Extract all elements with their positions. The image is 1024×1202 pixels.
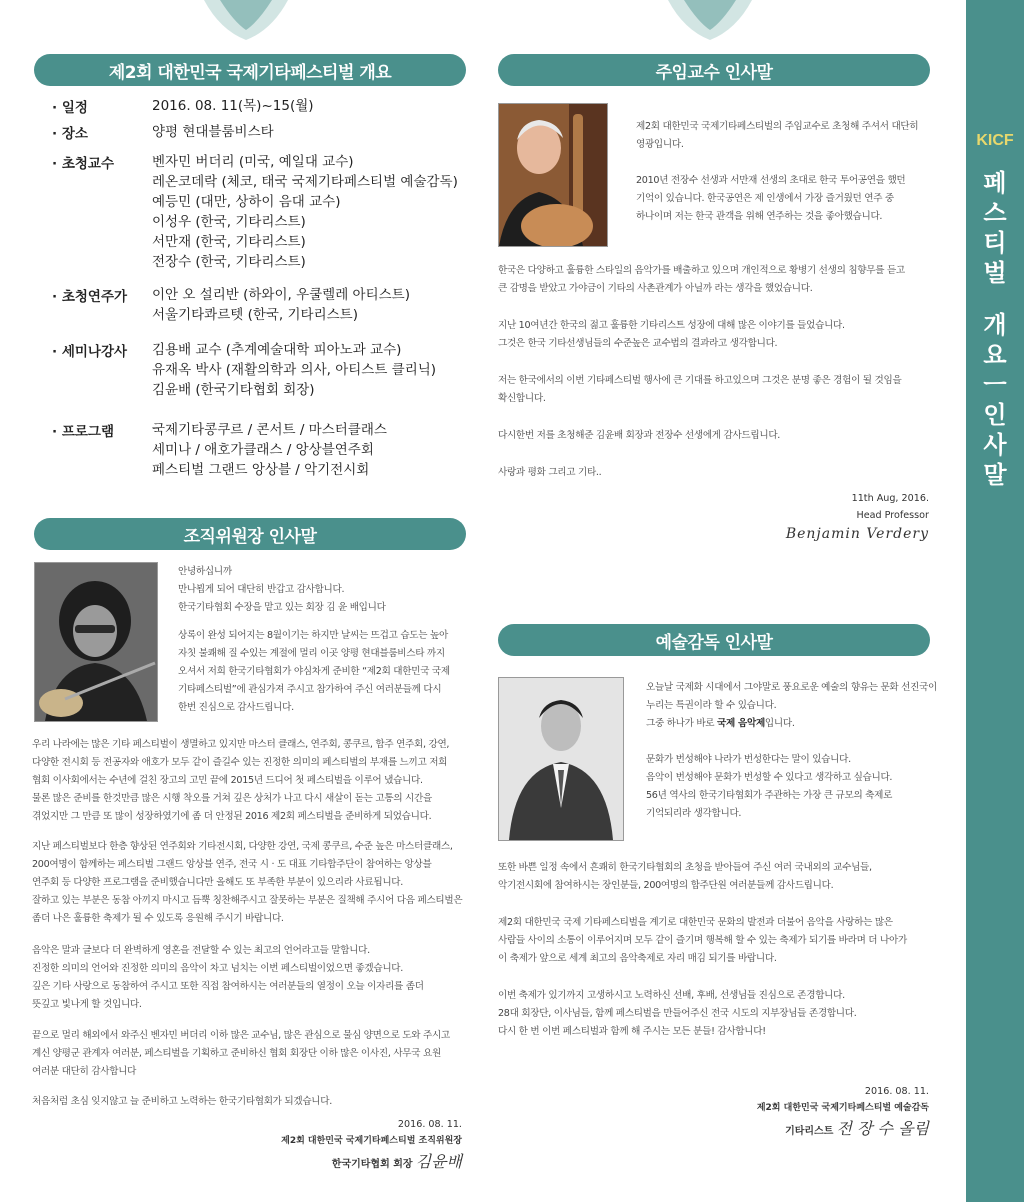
professor-date: 11th Aug, 2016. [851, 493, 929, 504]
overview-value: 페스티벌 그랜드 앙상블 / 악기전시회 [152, 462, 370, 478]
overview-value: 2016. 08. 11(목)~15(월) [152, 98, 314, 114]
highlight-text: 국제 음악제 [717, 718, 765, 729]
text-line: 기타페스티벌”에 관심가져 주시고 참가하여 주신 여러분들께 다시 [178, 684, 442, 695]
professor-signature: Benjamin Verdery [785, 526, 929, 542]
text-line: 저는 한국에서의 이번 기타페스티벌 행사에 큰 기대를 하고있으며 그것은 분명 좋은 경험이 될 것임을 [498, 375, 902, 386]
director-signature-block [757, 1083, 929, 1140]
text-line: 오셔서 저희 한국기타협회가 야심차게 준비한 “제2회 대한민국 국제 [178, 666, 450, 677]
text-line: 끝으로 멀리 해외에서 와주신 벤자민 버더리 이하 많은 교수님, 많은 관심으로 물심 양면으로 도와 주시고 [32, 1030, 450, 1041]
text-line: 28대 회장단, 이사님들, 함께 페스티벌을 만들어주신 전국 시도의 지부장님들 존경합니다. [498, 1008, 857, 1019]
director-paragraph-1 [498, 859, 872, 895]
text-line: 협회 이사회에서는 수년에 걸친 장고의 고민 끝에 2015년 드디어 첫 페스티벌을 이루어 냈습니다. [32, 775, 423, 786]
chairman-paragraph-6 [32, 1093, 332, 1111]
director-intro [646, 679, 937, 823]
text-line: 한국은 다양하고 훌륭한 스타일의 음악가를 배출하고 있으며 개인적으로 황병기 선생의 침향무를 듣고 [498, 265, 905, 276]
text-line: 우리 나라에는 많은 기타 페스티벌이 생멸하고 있지만 마스터 클래스, 연주회, 콩쿠르, 합주 연주회, 강연, [32, 739, 450, 750]
overview-value: 국제기타콩쿠르 / 콘서트 / 마스터클래스 [152, 422, 387, 438]
chairman-intro [178, 563, 386, 617]
overview-label: · 세미나강사 [52, 344, 128, 360]
chairman-date: 2016. 08. 11. [397, 1119, 462, 1130]
text-line: 기억되리라 생각합니다. [646, 808, 742, 819]
chairman-paragraph-5 [32, 1027, 450, 1081]
text-line: 사람들 사이의 소통이 이루어지며 모두 같이 즐기며 행복해 할 수 있는 축제가 되기를 바라며 더 나아가 [498, 935, 907, 946]
title-char: 사 [983, 431, 1007, 459]
text-line: 그것은 한국 기타선생님들의 수준높은 교수법의 결과라고 생각합니다. [498, 338, 778, 349]
overview-value: 이성우 (한국, 기타리스트) [152, 214, 306, 230]
title-char [966, 288, 1024, 310]
text-line: 겪었지만 그 만큼 또 많이 성장하였기에 좀 더 안정된 2016 제2회 페스티벌을 준비하게 되었습니다. [32, 811, 432, 822]
overview-value: 이안 오 설리반 (하와이, 우쿨렐레 아티스트) [152, 287, 410, 303]
text-line: 큰 감명을 받았고 가야금이 기타의 사촌관계가 아닐까 라는 생각을 했었습니다. [498, 283, 813, 294]
professor-photo [498, 103, 608, 247]
vertical-title [966, 168, 1024, 490]
director-role: 제2회 대한민국 국제기타페스티벌 예술감독 [756, 1103, 929, 1113]
chairman-photo [34, 562, 158, 722]
director-date: 2016. 08. 11. [864, 1086, 929, 1097]
chairman-paragraph-4 [32, 942, 424, 1014]
sidebar [966, 0, 1024, 1202]
text-span: 그중 하나가 바로 [646, 718, 718, 729]
text-line [636, 154, 918, 172]
chairman-paragraph-1 [178, 627, 450, 717]
text-line: 여러분 대단히 감사합니다 [32, 1066, 137, 1077]
text-line: 진정한 의미의 언어와 진정한 의미의 음악이 차고 넘치는 이번 페스티벌이었으면 좋겠습니다. [32, 963, 404, 974]
professor-paragraph-1 [498, 262, 905, 298]
text-line: 제2회 대한민국 국제 기타페스티벌을 계기로 대한민국 문화의 발전과 더불어 음악을 사랑하는 많은 [498, 917, 893, 928]
professor-paragraph-4 [498, 427, 780, 445]
text-line [646, 715, 937, 733]
title-char: 티 [983, 229, 1007, 257]
overview-value: 레온코데락 (체코, 태국 국제기타페스티벌 예술감독) [152, 174, 458, 190]
text-line: 오늘날 국제화 시대에서 그야말로 풍요로운 예술의 향유는 문화 선진국이 [646, 682, 938, 693]
professor-role: Head Professor [856, 510, 929, 521]
text-line: 상록이 완성 되어지는 8월이기는 하지만 날씨는 뜨겁고 습도는 높아 [178, 630, 448, 641]
text-line: 한국기타협회 수장을 맡고 있는 회장 김 윤 배입니다 [178, 602, 386, 613]
title-char: 인 [983, 401, 1007, 429]
director-paragraph-3 [498, 987, 856, 1041]
chairman-role: 제2회 대한민국 국제기타페스티벌 조직위원장 [281, 1136, 462, 1146]
text-line: 음악이 번성해야 문화가 번성할 수 있다고 생각하고 싶습니다. [646, 772, 893, 783]
text-line: 악기전시회에 참여하시는 장인분들, 200여명의 합주단원 여러분들께 감사드립니다. [498, 880, 834, 891]
overview-value: 서울기타콰르텟 (한국, 기타리스트) [152, 307, 358, 323]
overview-value: 서만재 (한국, 기타리스트) [152, 234, 306, 250]
chairman-signature: 김윤배 [415, 1152, 462, 1171]
overview-value: 유재옥 박사 (재활의학과 의사, 아티스트 클리닉) [152, 362, 437, 378]
text-line: 좀더 나은 훌륭한 축제가 될 수 있도록 응원해 주시기 바랍니다. [32, 913, 284, 924]
overview-value: 양평 현대블룸비스타 [152, 124, 274, 140]
text-line: 연주회 등 다양한 프로그램을 준비했습니다만 올해도 또 부족한 부분이 있으리라 사료됩니다. [32, 877, 404, 888]
text-line: 지난 페스티벌보다 한층 향상된 연주회와 기타전시회, 다양한 강연, 국제 콩쿠르, 수준 높은 마스터클래스, [32, 841, 453, 852]
overview-value: 김용배 교수 (추계예술대학 피아노과 교수) [152, 342, 402, 358]
text-line: 다시 한 번 이번 페스티벌과 함께 해 주시는 모든 분들! 감사합니다! [498, 1026, 766, 1037]
overview-label: · 장소 [52, 126, 88, 142]
overview-value: 김윤배 (한국기타협회 회장) [152, 382, 315, 398]
title-char: 페 [983, 169, 1007, 197]
title-char: 말 [983, 461, 1007, 489]
title-char: 개 [983, 311, 1007, 339]
text-line: 2010년 전장수 선생과 서만재 선생의 초대로 한국 투어공연을 했던 [636, 175, 906, 186]
text-line: 이번 축제가 있기까지 고생하시고 노력하신 선배, 후배, 선생님들 진심으로 존경합니다. [498, 990, 845, 1001]
kicf-logo: KICF [976, 132, 1014, 149]
text-line: 지난 10여년간 한국의 젊고 훌륭한 기타리스트 성장에 대해 많은 이야기를 들었습니다. [498, 320, 845, 331]
professor-intro [636, 118, 918, 226]
overview-heading: 제2회 대한민국 국제기타페스티벌 개요 [34, 54, 466, 86]
professor-paragraph-2 [498, 317, 845, 353]
text-line: 다시한번 저를 초청해준 김윤배 회장과 전장수 선생에게 감사드립니다. [498, 430, 781, 441]
chairman-heading: 조직위원장 인사말 [34, 518, 466, 550]
watercolor-decoration-right [664, 0, 756, 44]
text-line: 기억이 있습니다. 한국공연은 제 인생에서 가장 즐거웠던 연주 중 [636, 193, 894, 204]
text-line: 사랑과 평화 그리고 기타.. [498, 467, 602, 478]
chairman-paragraph-3 [32, 838, 462, 928]
watercolor-decoration-left [200, 0, 292, 44]
text-line: 56년 역사의 한국기타협회가 주관하는 가장 큰 규모의 축제로 [646, 790, 893, 801]
text-line: 뜻깊고 빛나게 할 것입니다. [32, 999, 142, 1010]
text-line: 계신 양평군 관계자 여러분, 페스티벌을 기획하고 준비하신 협회 회장단 이하 많은 이사진, 사무국 요원 [32, 1048, 441, 1059]
overview-label: · 초청연주가 [52, 289, 128, 305]
text-line: 확신합니다. [498, 393, 546, 404]
chairman-name-prefix: 한국기타협회 회장 [331, 1159, 413, 1170]
title-char: 요 [983, 341, 1007, 369]
text-line [646, 733, 937, 751]
overview-label: · 초청교수 [52, 156, 114, 172]
text-line: 잘하고 있는 부분은 동참 아끼지 마시고 듬뿍 칭찬해주시고 잘못하는 부분은 질책해 주시어 다음 페스티벌은 [32, 895, 463, 906]
text-line: 하나이며 저는 한국 관객을 위해 연주하는 것을 좋아했습니다. [636, 211, 883, 222]
text-line: 다양한 전시회 등 전공자와 애호가 모두 같이 즐길수 있는 진정한 의미의 페스티벌의 부재를 느끼고 저희 [32, 757, 448, 768]
text-line: 깊은 기타 사랑으로 동참하여 주시고 또한 직접 참여하시는 여러분들의 열정이 오늘 이자리를 좀더 [32, 981, 424, 992]
text-line: 문화가 번성해야 나라가 번성한다는 말이 있습니다. [646, 754, 851, 765]
text-line: 또한 바쁜 일정 속에서 흔쾌히 한국기타협회의 초청을 받아들여 주신 여러 국내외의 교수님들, [498, 862, 872, 873]
professor-paragraph-5 [498, 464, 601, 482]
text-line: 이 축제가 앞으로 세계 최고의 음악축제로 자리 매김 되기를 바랍니다. [498, 953, 777, 964]
text-line: 한번 진심으로 감사드립니다. [178, 702, 294, 713]
chairman-paragraph-2 [32, 736, 449, 826]
text-line: 제2회 대한민국 국제기타페스티벌의 주임교수로 초청해 주셔서 대단히 [636, 121, 919, 132]
title-char: 벌 [983, 259, 1007, 287]
text-line: 음악은 말과 글보다 더 완벽하게 영혼을 전달할 수 있는 최고의 언어라고들 말합니다. [32, 945, 370, 956]
professor-signature-block [786, 490, 929, 543]
overview-label: · 프로그램 [52, 424, 114, 440]
chairman-signature-block [281, 1116, 462, 1173]
title-char: 스 [983, 199, 1007, 227]
text-line: 처음처럼 초심 잊지않고 늘 준비하고 노력하는 한국기타협회가 되겠습니다. [32, 1096, 332, 1107]
text-line: 안녕하십니까 [178, 566, 232, 577]
professor-paragraph-3 [498, 372, 901, 408]
director-heading: 예술감독 인사말 [498, 624, 930, 656]
overview-label: · 일정 [52, 100, 88, 116]
overview-value: 전장수 (한국, 기타리스트) [152, 254, 306, 270]
text-line: 만나뵙게 되어 대단히 반갑고 감사합니다. [178, 584, 345, 595]
overview-value: 벤자민 버더리 (미국, 예일대 교수) [152, 154, 354, 170]
text-span: 입니다. [764, 718, 795, 729]
director-name-prefix: 기타리스트 [785, 1126, 834, 1137]
text-line: 누리는 특권이라 할 수 있습니다. [646, 700, 777, 711]
director-paragraph-2 [498, 914, 907, 968]
overview-value: 세미나 / 애호가클래스 / 앙상블연주회 [152, 442, 374, 458]
text-line: 200여명이 함께하는 페스티벌 그랜드 앙상블 연주, 전국 시 · 도 대표 기타합주단이 참여하는 앙상블 [32, 859, 432, 870]
title-char: ㅡ [983, 371, 1007, 399]
text-line: 영광입니다. [636, 139, 684, 150]
text-line: 물론 많은 준비를 한것만큼 많은 시행 착오를 거쳐 깊은 상처가 나고 다시 새살이 돋는 고통의 시간을 [32, 793, 432, 804]
professor-heading: 주임교수 인사말 [498, 54, 930, 86]
overview-value: 예등민 (대만, 상하이 음대 교수) [152, 194, 341, 210]
director-signature: 전 장 수 올림 [836, 1119, 929, 1138]
director-photo [498, 677, 624, 841]
text-line: 자칫 불쾌해 질 수있는 계절에 멀리 이곳 양평 현대블룸비스타 까지 [178, 648, 445, 659]
